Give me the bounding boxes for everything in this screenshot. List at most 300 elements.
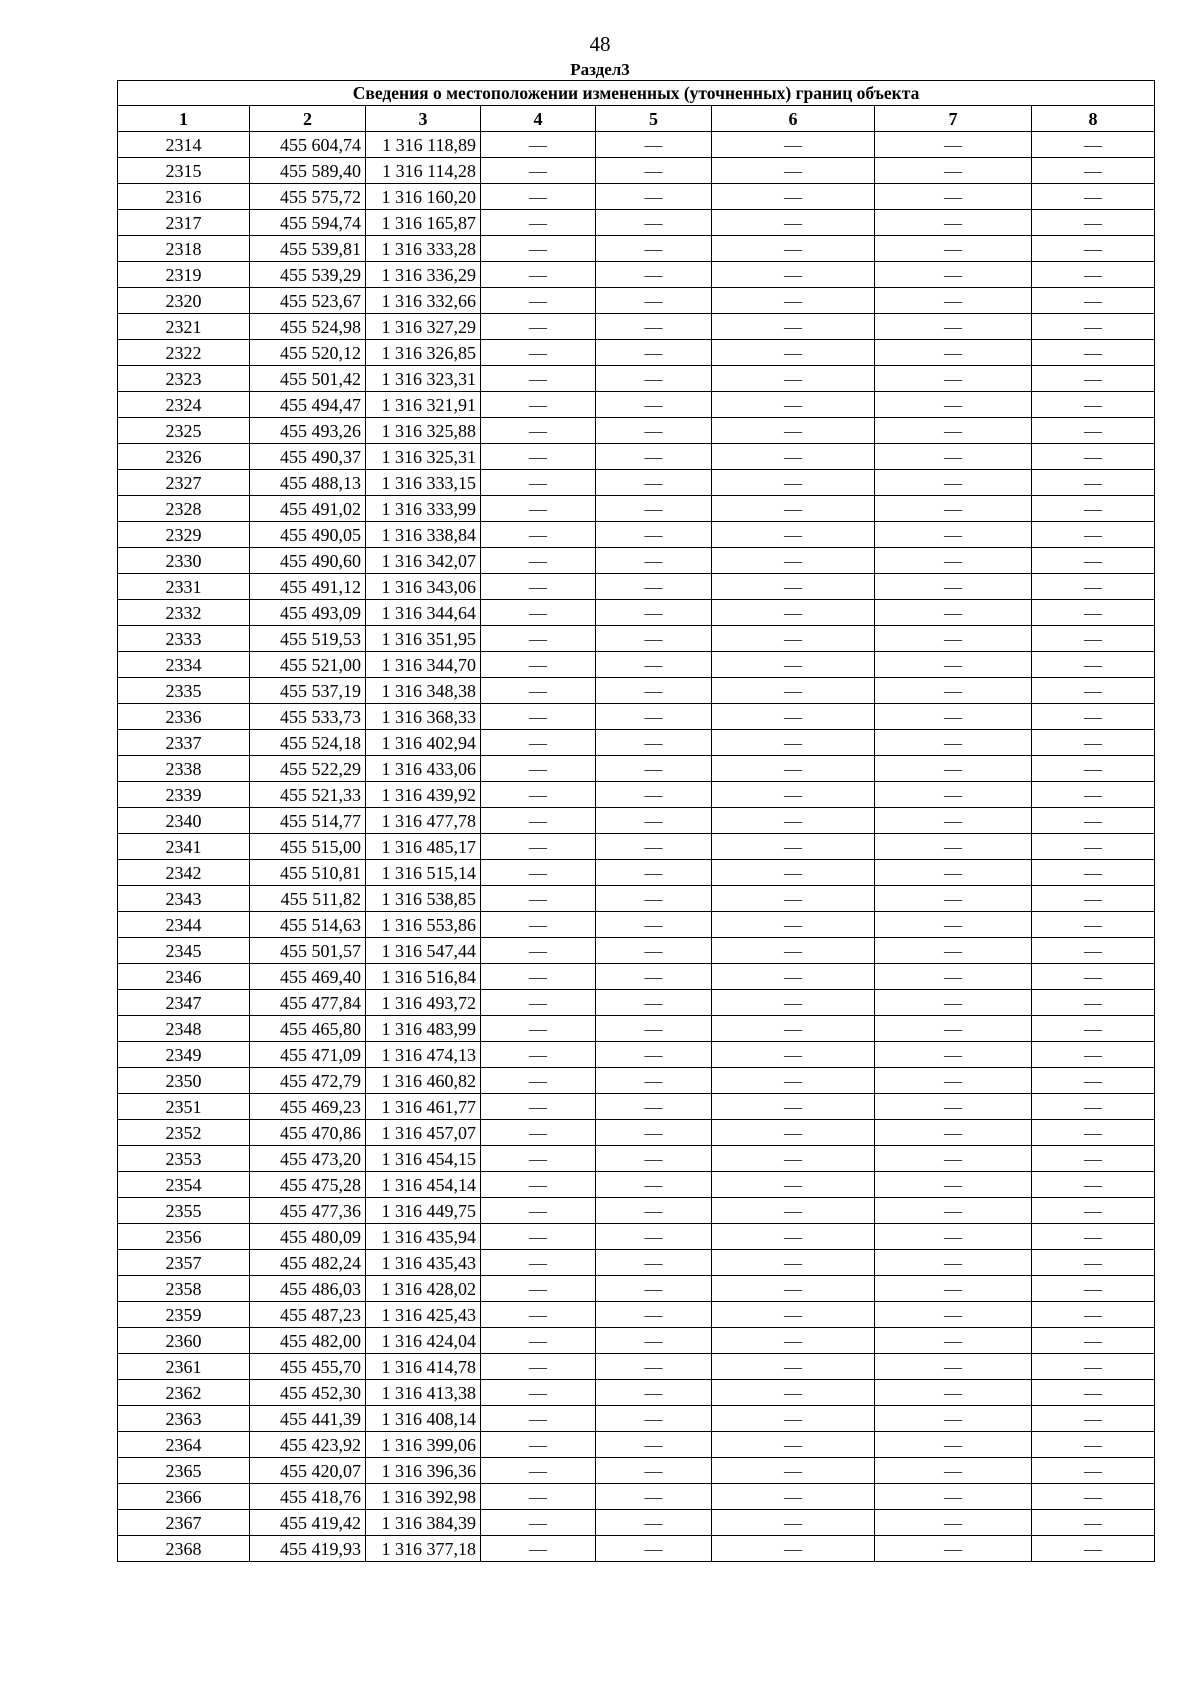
empty-dash-cell: — [712, 574, 875, 600]
point-number-cell: 2324 [118, 392, 250, 418]
empty-dash-cell: — [712, 210, 875, 236]
table-row [118, 574, 1155, 600]
point-number-cell: 2360 [118, 1328, 250, 1354]
empty-dash-cell: — [875, 470, 1032, 496]
empty-dash-cell: — [481, 1068, 596, 1094]
empty-dash-cell: — [1032, 1354, 1155, 1380]
empty-dash-cell: — [596, 262, 712, 288]
empty-dash-cell: — [596, 366, 712, 392]
empty-dash-cell: — [481, 470, 596, 496]
table-caption: Сведения о местоположении измененных (уточненных) границ объекта [118, 81, 1155, 106]
empty-dash-cell: — [596, 1042, 712, 1068]
x-coordinate-cell: 455 473,20 [250, 1146, 366, 1172]
empty-dash-cell: — [875, 1146, 1032, 1172]
empty-dash-cell: — [481, 964, 596, 990]
point-number-cell: 2318 [118, 236, 250, 262]
empty-dash-cell: — [712, 1016, 875, 1042]
table-row [118, 1198, 1155, 1224]
table-row [118, 1094, 1155, 1120]
empty-dash-cell: — [481, 1276, 596, 1302]
y-coordinate-cell: 1 316 333,15 [366, 470, 481, 496]
y-coordinate-cell: 1 316 344,64 [366, 600, 481, 626]
empty-dash-cell: — [481, 1484, 596, 1510]
column-number: 3 [366, 106, 481, 132]
empty-dash-cell: — [875, 366, 1032, 392]
x-coordinate-cell: 455 488,13 [250, 470, 366, 496]
y-coordinate-cell: 1 316 343,06 [366, 574, 481, 600]
x-coordinate-cell: 455 575,72 [250, 184, 366, 210]
y-coordinate-cell: 1 316 348,38 [366, 678, 481, 704]
x-coordinate-cell: 455 501,57 [250, 938, 366, 964]
empty-dash-cell: — [596, 1406, 712, 1432]
y-coordinate-cell: 1 316 516,84 [366, 964, 481, 990]
x-coordinate-cell: 455 490,05 [250, 522, 366, 548]
empty-dash-cell: — [875, 990, 1032, 1016]
empty-dash-cell: — [1032, 340, 1155, 366]
x-coordinate-cell: 455 514,63 [250, 912, 366, 938]
point-number-cell: 2328 [118, 496, 250, 522]
empty-dash-cell: — [596, 1172, 712, 1198]
empty-dash-cell: — [875, 184, 1032, 210]
empty-dash-cell: — [596, 444, 712, 470]
empty-dash-cell: — [481, 626, 596, 652]
empty-dash-cell: — [481, 392, 596, 418]
empty-dash-cell: — [481, 678, 596, 704]
table-row [118, 990, 1155, 1016]
column-number: 7 [875, 106, 1032, 132]
point-number-cell: 2359 [118, 1302, 250, 1328]
x-coordinate-cell: 455 491,12 [250, 574, 366, 600]
empty-dash-cell: — [875, 600, 1032, 626]
empty-dash-cell: — [481, 418, 596, 444]
empty-dash-cell: — [481, 990, 596, 1016]
point-number-cell: 2358 [118, 1276, 250, 1302]
empty-dash-cell: — [712, 522, 875, 548]
point-number-cell: 2365 [118, 1458, 250, 1484]
empty-dash-cell: — [712, 1510, 875, 1536]
table-row [118, 1302, 1155, 1328]
column-number: 1 [118, 106, 250, 132]
empty-dash-cell: — [481, 938, 596, 964]
x-coordinate-cell: 455 418,76 [250, 1484, 366, 1510]
empty-dash-cell: — [596, 418, 712, 444]
empty-dash-cell: — [1032, 782, 1155, 808]
table-row [118, 756, 1155, 782]
y-coordinate-cell: 1 316 454,15 [366, 1146, 481, 1172]
empty-dash-cell: — [596, 782, 712, 808]
empty-dash-cell: — [1032, 990, 1155, 1016]
empty-dash-cell: — [1032, 938, 1155, 964]
y-coordinate-cell: 1 316 553,86 [366, 912, 481, 938]
table-row [118, 964, 1155, 990]
empty-dash-cell: — [596, 184, 712, 210]
point-number-cell: 2329 [118, 522, 250, 548]
x-coordinate-cell: 455 477,36 [250, 1198, 366, 1224]
empty-dash-cell: — [875, 730, 1032, 756]
point-number-cell: 2348 [118, 1016, 250, 1042]
y-coordinate-cell: 1 316 538,85 [366, 886, 481, 912]
empty-dash-cell: — [712, 964, 875, 990]
empty-dash-cell: — [481, 1016, 596, 1042]
empty-dash-cell: — [875, 1432, 1032, 1458]
table-row [118, 1120, 1155, 1146]
empty-dash-cell: — [596, 1302, 712, 1328]
y-coordinate-cell: 1 316 515,14 [366, 860, 481, 886]
table-row [118, 1510, 1155, 1536]
point-number-cell: 2314 [118, 132, 250, 158]
empty-dash-cell: — [875, 1302, 1032, 1328]
point-number-cell: 2341 [118, 834, 250, 860]
point-number-cell: 2338 [118, 756, 250, 782]
empty-dash-cell: — [596, 886, 712, 912]
x-coordinate-cell: 455 419,42 [250, 1510, 366, 1536]
empty-dash-cell: — [481, 1510, 596, 1536]
point-number-cell: 2368 [118, 1536, 250, 1562]
point-number-cell: 2321 [118, 314, 250, 340]
point-number-cell: 2357 [118, 1250, 250, 1276]
empty-dash-cell: — [712, 782, 875, 808]
empty-dash-cell: — [596, 1484, 712, 1510]
empty-dash-cell: — [712, 860, 875, 886]
empty-dash-cell: — [596, 600, 712, 626]
empty-dash-cell: — [481, 314, 596, 340]
empty-dash-cell: — [481, 1198, 596, 1224]
point-number-cell: 2364 [118, 1432, 250, 1458]
column-number: 2 [250, 106, 366, 132]
point-number-cell: 2346 [118, 964, 250, 990]
empty-dash-cell: — [1032, 1432, 1155, 1458]
empty-dash-cell: — [875, 392, 1032, 418]
table-row [118, 392, 1155, 418]
empty-dash-cell: — [481, 808, 596, 834]
empty-dash-cell: — [596, 756, 712, 782]
empty-dash-cell: — [596, 496, 712, 522]
empty-dash-cell: — [481, 730, 596, 756]
point-number-cell: 2316 [118, 184, 250, 210]
point-number-cell: 2331 [118, 574, 250, 600]
empty-dash-cell: — [1032, 1068, 1155, 1094]
empty-dash-cell: — [875, 808, 1032, 834]
x-coordinate-cell: 455 493,26 [250, 418, 366, 444]
point-number-cell: 2352 [118, 1120, 250, 1146]
empty-dash-cell: — [712, 1406, 875, 1432]
empty-dash-cell: — [481, 1172, 596, 1198]
empty-dash-cell: — [875, 1536, 1032, 1562]
empty-dash-cell: — [481, 782, 596, 808]
empty-dash-cell: — [875, 1172, 1032, 1198]
empty-dash-cell: — [712, 132, 875, 158]
y-coordinate-cell: 1 316 435,94 [366, 1224, 481, 1250]
x-coordinate-cell: 455 419,93 [250, 1536, 366, 1562]
empty-dash-cell: — [1032, 1198, 1155, 1224]
empty-dash-cell: — [1032, 470, 1155, 496]
empty-dash-cell: — [875, 652, 1032, 678]
point-number-cell: 2347 [118, 990, 250, 1016]
y-coordinate-cell: 1 316 547,44 [366, 938, 481, 964]
empty-dash-cell: — [875, 834, 1032, 860]
point-number-cell: 2353 [118, 1146, 250, 1172]
point-number-cell: 2325 [118, 418, 250, 444]
column-number: 5 [596, 106, 712, 132]
empty-dash-cell: — [481, 340, 596, 366]
empty-dash-cell: — [481, 1406, 596, 1432]
empty-dash-cell: — [481, 1380, 596, 1406]
y-coordinate-cell: 1 316 408,14 [366, 1406, 481, 1432]
y-coordinate-cell: 1 316 435,43 [366, 1250, 481, 1276]
table-row [118, 860, 1155, 886]
empty-dash-cell: — [596, 678, 712, 704]
table-row [118, 886, 1155, 912]
empty-dash-cell: — [1032, 548, 1155, 574]
y-coordinate-cell: 1 316 428,02 [366, 1276, 481, 1302]
empty-dash-cell: — [875, 1276, 1032, 1302]
empty-dash-cell: — [712, 808, 875, 834]
empty-dash-cell: — [875, 496, 1032, 522]
x-coordinate-cell: 455 475,28 [250, 1172, 366, 1198]
empty-dash-cell: — [596, 626, 712, 652]
y-coordinate-cell: 1 316 485,17 [366, 834, 481, 860]
empty-dash-cell: — [596, 1224, 712, 1250]
empty-dash-cell: — [596, 652, 712, 678]
empty-dash-cell: — [712, 1536, 875, 1562]
table-row [118, 444, 1155, 470]
empty-dash-cell: — [596, 470, 712, 496]
y-coordinate-cell: 1 316 474,13 [366, 1042, 481, 1068]
empty-dash-cell: — [596, 392, 712, 418]
point-number-cell: 2349 [118, 1042, 250, 1068]
point-number-cell: 2337 [118, 730, 250, 756]
table-row [118, 262, 1155, 288]
point-number-cell: 2334 [118, 652, 250, 678]
x-coordinate-cell: 455 487,23 [250, 1302, 366, 1328]
empty-dash-cell: — [1032, 1094, 1155, 1120]
coordinates-table [117, 80, 1155, 1562]
point-number-cell: 2322 [118, 340, 250, 366]
empty-dash-cell: — [1032, 184, 1155, 210]
empty-dash-cell: — [1032, 132, 1155, 158]
table-row [118, 1458, 1155, 1484]
y-coordinate-cell: 1 316 424,04 [366, 1328, 481, 1354]
table-row [118, 496, 1155, 522]
empty-dash-cell: — [481, 1328, 596, 1354]
empty-dash-cell: — [875, 236, 1032, 262]
empty-dash-cell: — [712, 1380, 875, 1406]
table-row [118, 1146, 1155, 1172]
y-coordinate-cell: 1 316 477,78 [366, 808, 481, 834]
empty-dash-cell: — [481, 1250, 596, 1276]
empty-dash-cell: — [875, 1198, 1032, 1224]
empty-dash-cell: — [481, 548, 596, 574]
x-coordinate-cell: 455 420,07 [250, 1458, 366, 1484]
empty-dash-cell: — [596, 522, 712, 548]
table-row [118, 1276, 1155, 1302]
table-row [118, 808, 1155, 834]
empty-dash-cell: — [481, 132, 596, 158]
empty-dash-cell: — [712, 366, 875, 392]
empty-dash-cell: — [1032, 1380, 1155, 1406]
table-row [118, 704, 1155, 730]
empty-dash-cell: — [712, 730, 875, 756]
empty-dash-cell: — [875, 574, 1032, 600]
empty-dash-cell: — [596, 990, 712, 1016]
y-coordinate-cell: 1 316 323,31 [366, 366, 481, 392]
x-coordinate-cell: 455 589,40 [250, 158, 366, 184]
x-coordinate-cell: 455 441,39 [250, 1406, 366, 1432]
empty-dash-cell: — [596, 964, 712, 990]
x-coordinate-cell: 455 494,47 [250, 392, 366, 418]
x-coordinate-cell: 455 490,60 [250, 548, 366, 574]
x-coordinate-cell: 455 491,02 [250, 496, 366, 522]
empty-dash-cell: — [712, 444, 875, 470]
point-number-cell: 2332 [118, 600, 250, 626]
empty-dash-cell: — [875, 1354, 1032, 1380]
empty-dash-cell: — [1032, 1406, 1155, 1432]
empty-dash-cell: — [875, 1380, 1032, 1406]
x-coordinate-cell: 455 510,81 [250, 860, 366, 886]
x-coordinate-cell: 455 469,40 [250, 964, 366, 990]
table-row [118, 288, 1155, 314]
table-row [118, 1432, 1155, 1458]
empty-dash-cell: — [875, 522, 1032, 548]
table-row [118, 366, 1155, 392]
x-coordinate-cell: 455 515,00 [250, 834, 366, 860]
empty-dash-cell: — [596, 1510, 712, 1536]
empty-dash-cell: — [712, 1354, 875, 1380]
empty-dash-cell: — [596, 340, 712, 366]
point-number-cell: 2345 [118, 938, 250, 964]
empty-dash-cell: — [1032, 652, 1155, 678]
column-number: 4 [481, 106, 596, 132]
point-number-cell: 2362 [118, 1380, 250, 1406]
empty-dash-cell: — [875, 1458, 1032, 1484]
x-coordinate-cell: 455 537,19 [250, 678, 366, 704]
empty-dash-cell: — [875, 860, 1032, 886]
y-coordinate-cell: 1 316 384,39 [366, 1510, 481, 1536]
empty-dash-cell: — [596, 574, 712, 600]
empty-dash-cell: — [712, 1068, 875, 1094]
table-row [118, 1250, 1155, 1276]
empty-dash-cell: — [875, 1510, 1032, 1536]
empty-dash-cell: — [481, 1354, 596, 1380]
empty-dash-cell: — [712, 756, 875, 782]
empty-dash-cell: — [481, 1120, 596, 1146]
empty-dash-cell: — [1032, 522, 1155, 548]
x-coordinate-cell: 455 482,00 [250, 1328, 366, 1354]
table-row [118, 314, 1155, 340]
empty-dash-cell: — [1032, 158, 1155, 184]
empty-dash-cell: — [1032, 704, 1155, 730]
point-number-cell: 2320 [118, 288, 250, 314]
empty-dash-cell: — [875, 704, 1032, 730]
empty-dash-cell: — [481, 704, 596, 730]
y-coordinate-cell: 1 316 449,75 [366, 1198, 481, 1224]
table-row [118, 1328, 1155, 1354]
y-coordinate-cell: 1 316 392,98 [366, 1484, 481, 1510]
point-number-cell: 2363 [118, 1406, 250, 1432]
empty-dash-cell: — [875, 938, 1032, 964]
point-number-cell: 2344 [118, 912, 250, 938]
table-row [118, 1406, 1155, 1432]
empty-dash-cell: — [1032, 496, 1155, 522]
empty-dash-cell: — [712, 886, 875, 912]
empty-dash-cell: — [875, 964, 1032, 990]
x-coordinate-cell: 455 594,74 [250, 210, 366, 236]
empty-dash-cell: — [875, 1016, 1032, 1042]
point-number-cell: 2339 [118, 782, 250, 808]
empty-dash-cell: — [712, 340, 875, 366]
empty-dash-cell: — [596, 808, 712, 834]
empty-dash-cell: — [481, 652, 596, 678]
empty-dash-cell: — [481, 262, 596, 288]
y-coordinate-cell: 1 316 325,88 [366, 418, 481, 444]
x-coordinate-cell: 455 524,98 [250, 314, 366, 340]
table-row [118, 236, 1155, 262]
table-row [118, 1380, 1155, 1406]
empty-dash-cell: — [712, 1042, 875, 1068]
table-row [118, 782, 1155, 808]
empty-dash-cell: — [596, 1432, 712, 1458]
table-row [118, 470, 1155, 496]
point-number-cell: 2361 [118, 1354, 250, 1380]
empty-dash-cell: — [596, 210, 712, 236]
empty-dash-cell: — [1032, 262, 1155, 288]
empty-dash-cell: — [875, 678, 1032, 704]
table-row [118, 652, 1155, 678]
empty-dash-cell: — [875, 886, 1032, 912]
empty-dash-cell: — [596, 1328, 712, 1354]
empty-dash-cell: — [1032, 1146, 1155, 1172]
x-coordinate-cell: 455 501,42 [250, 366, 366, 392]
empty-dash-cell: — [481, 1458, 596, 1484]
x-coordinate-cell: 455 471,09 [250, 1042, 366, 1068]
y-coordinate-cell: 1 316 454,14 [366, 1172, 481, 1198]
empty-dash-cell: — [1032, 1536, 1155, 1562]
empty-dash-cell: — [712, 834, 875, 860]
point-number-cell: 2335 [118, 678, 250, 704]
y-coordinate-cell: 1 316 326,85 [366, 340, 481, 366]
empty-dash-cell: — [875, 1068, 1032, 1094]
empty-dash-cell: — [481, 1302, 596, 1328]
empty-dash-cell: — [596, 132, 712, 158]
table-row [118, 1354, 1155, 1380]
empty-dash-cell: — [712, 1146, 875, 1172]
y-coordinate-cell: 1 316 342,07 [366, 548, 481, 574]
point-number-cell: 2351 [118, 1094, 250, 1120]
empty-dash-cell: — [1032, 756, 1155, 782]
empty-dash-cell: — [875, 158, 1032, 184]
empty-dash-cell: — [1032, 1224, 1155, 1250]
point-number-cell: 2356 [118, 1224, 250, 1250]
empty-dash-cell: — [1032, 1302, 1155, 1328]
x-coordinate-cell: 455 470,86 [250, 1120, 366, 1146]
x-coordinate-cell: 455 523,67 [250, 288, 366, 314]
empty-dash-cell: — [875, 340, 1032, 366]
y-coordinate-cell: 1 316 118,89 [366, 132, 481, 158]
empty-dash-cell: — [596, 158, 712, 184]
empty-dash-cell: — [596, 860, 712, 886]
empty-dash-cell: — [481, 834, 596, 860]
empty-dash-cell: — [596, 912, 712, 938]
table-row [118, 600, 1155, 626]
point-number-cell: 2333 [118, 626, 250, 652]
point-number-cell: 2367 [118, 1510, 250, 1536]
x-coordinate-cell: 455 514,77 [250, 808, 366, 834]
point-number-cell: 2326 [118, 444, 250, 470]
empty-dash-cell: — [481, 444, 596, 470]
x-coordinate-cell: 455 423,92 [250, 1432, 366, 1458]
table-row [118, 730, 1155, 756]
empty-dash-cell: — [1032, 210, 1155, 236]
